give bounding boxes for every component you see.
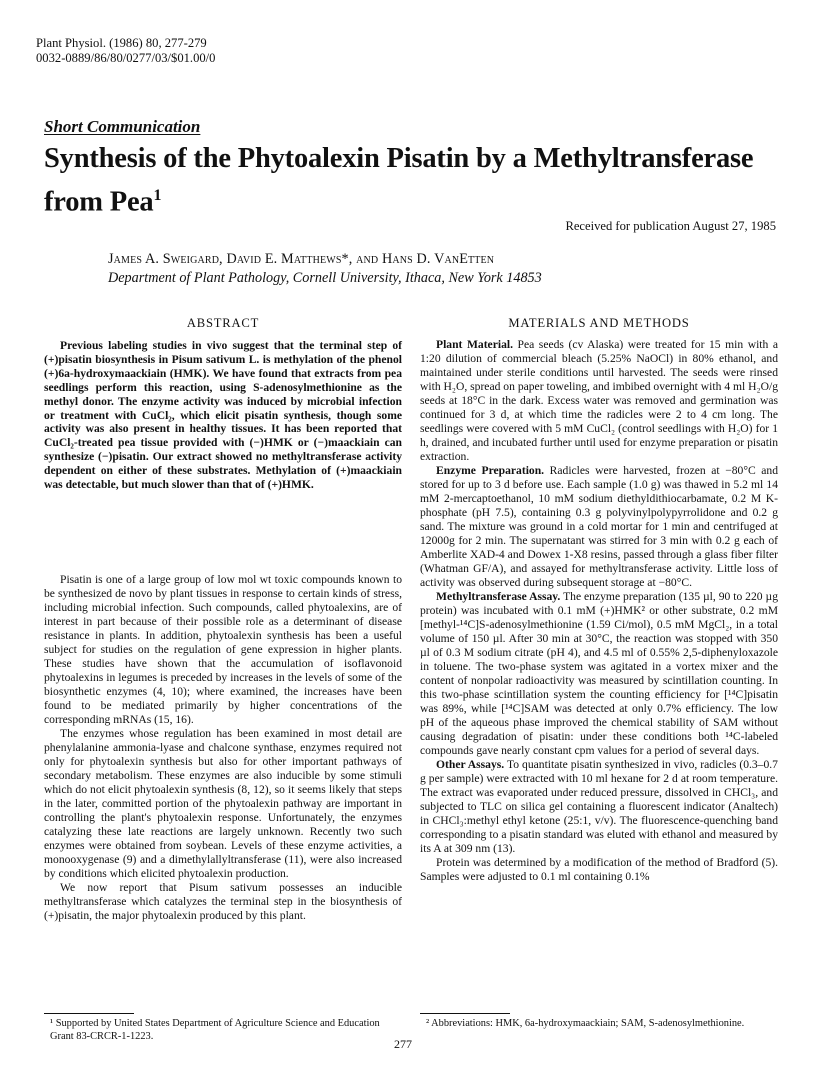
methods-heading: MATERIALS AND METHODS	[508, 316, 690, 330]
methods-paragraph	[420, 338, 778, 464]
journal-code: 0032-0889/86/80/0277/03/$01.00/0	[36, 51, 216, 65]
intro-paragraph: Pisatin is one of a large group of low mol wt toxic compounds known to be synthesized de novo by plant tissues in response to certain kinds of stress, including microbial infection. Such compounds, called phytoalexins, are of interest in part because of their possible role as a determinant of disease resistance in plants. In addition, phytoalexin synthesis has been a useful subject for studies on the regulation of gene expression in higher plants. These studies have shown that the accumulation of isoflavonoid phytoalexins in legumes is preceded by increases in the levels of some of the biosynthetic enzymes (4, 10); where examined, the increases have been found to be mediated primarily by higher concentrations of the corresponding mRNAs (15, 16).	[44, 573, 402, 726]
paragraph-text: Protein was determined by a modification of the method of Bradford (5). Samples were adjusted to 0.1 ml containing 0.1%	[420, 856, 778, 883]
intro-paragraph: The enzymes whose regulation has been examined in most detail are phenylalanine ammonia-lyase and chalcone synthase, enzymes required not only for phytoalexin synthesis but also for other important pathways of secondary metabolism. These enzymes are also inducible by some stimuli which do not elicit phytoalexin synthesis (8, 12), so it seems likely that steps in the later, committed portion of the phytoalexin pathway are important in controlling the plant's phytoalexin response. Unfortunately, the enzymes catalyzing these late reactions are largely unknown. Recently two such enzymes were obtained from soybean. Levels of these enzyme activities, a monooxygenase (9) and a dimethylallyltransferase (11), were also increased by conditions which elicited phytoalexin production.	[44, 727, 402, 880]
title-text: Synthesis of the Phytoalexin Pisatin by a Methyltransferase from Pea	[44, 143, 754, 218]
received-date: Received for publication August 27, 1985	[565, 219, 776, 233]
methods-section	[420, 316, 778, 884]
paragraph-text: Pea seeds (cv Alaska) were treated for 15 min with a 1:20 dilution of commercial bleach (5.25% NaOCl) in 80% ethanol, and maintained under sterile conditions until harvested. The seeds were rinsed with H₂O, spread on paper toweling, and imbibed overnight with 4 ml H₂O/g seeds at 18°C in the dark. Excess water was removed and germination was continued for 3 d, at which time the radicles were 2 to 4 cm long. The seedlings were covered with 5 mM CuCl₂ (control seedlings with H₂O) for 1 h, drained, and incubated further until used for enzyme preparation or pisatin extraction.	[420, 338, 778, 463]
article-title	[44, 140, 784, 221]
methods-paragraph	[420, 590, 778, 758]
paragraph-runin-head: Other Assays.	[436, 758, 505, 771]
methods-paragraph	[420, 758, 778, 856]
footnote-rule	[420, 1013, 510, 1014]
journal-header	[36, 36, 215, 66]
paragraph-text: The enzyme preparation (135 µl, 90 to 220 µg protein) was incubated with 0.1 mM (+)HMK² or other substrate, 0.2 mM [methyl-¹⁴C]S-adenosylmethionine (1.59 Ci/mol), 0.5 mM MgCl₂, in a total volume of 150 µl. After 30 min at 30°C, the reaction was stopped with 350 µl of 0.3 M sodium citrate (pH 4), and 4.5 ml of 0.55% 2,5-diphenyloxazole in toluene. The two-phase system was agitated in a vortex mixer and the content of nonpolar radioactivity was measured by scintillation counting. In this two-phase scintillation system the counting efficiency for [¹⁴C]pisatin was 89%, while [¹⁴C]SAM was detected at only 0.7% efficiency. The low pH of the aqueous phase improved the chemical stability of SAM without causing degradation of pisatin: under these conditions both ¹⁴C-labeled compounds gave nearly constant cpm values for a period of several days.	[420, 590, 778, 757]
footnote-rule	[44, 1013, 134, 1014]
abbreviations-footnote: ² Abbreviations: HMK, 6a-hydroxymaackiain; SAM, S-adenosylmethionine.	[426, 1018, 745, 1029]
intro-paragraph: We now report that Pisum sativum possesses an inducible methyltransferase which catalyzes the terminal step in the biosynthesis of (+)pisatin, the major phytoalexin produced by this plant.	[44, 881, 402, 922]
author-list: James A. Sweigard, David E. Matthews*, and Hans D. VanEtten	[108, 251, 495, 267]
paragraph-text: Radicles were harvested, frozen at −80°C and stored for up to 3 d before use. Each sample (1.0 g) was thawed in 5.2 ml 14 mM 2-mercaptoethanol, 10 mM sodium diethyldithiocarbamate, 0.2 M K-phosphate (pH 7.5), containing 0.3 g polyvinylpolypyrrolidone and 0.2 g sand. The mixture was ground in a cold mortar for 1 min and centrifuged at 12000g for 2 min. The supernatant was stirred for 3 min with 0.2 g each of Amberlite XAD-4 and Dowex 1-X8 resins, passed through a glass fiber filter (Whatman GF/A), and assayed for methyltransferase activity. Little loss of activity was observed during subsequent storage at −80°C.	[420, 464, 778, 589]
paragraph-text: To quantitate pisatin synthesized in vivo, radicles (0.3–0.7 g per sample) were extracted with 10 ml hexane for 2 d at room temperature. The extract was evaporated under reduced pressure, dissolved in CHCl₃, and subjected to TLC on silica gel containing a fluorescent indicator (Analtech) in CHCl₃:methyl ethyl ketone (25:1, v/v). The fluorescence-quenching band corresponding to a pisatin standard was eluted with ethanol and measured by its A at 309 nm (13).	[420, 758, 778, 855]
section-label: Short Communication	[44, 117, 201, 136]
journal-citation: Plant Physiol. (1986) 80, 277-279	[36, 36, 207, 50]
footnote-area-right	[420, 1013, 778, 1031]
paragraph-runin-head: Plant Material.	[436, 338, 513, 351]
methods-paragraph	[420, 856, 778, 884]
abstract-text: Previous labeling studies in vivo suggest that the terminal step of (+)pisatin biosynthesis in Pisum sativum L. is methylation of the phenol (+)6a-hydroxymaackiain (HMK). We have found that extracts from pea seedlings perform this reaction, using S-adenosylmethionine as the methyl donor. The enzyme activity was induced by microbial infection or treatment with CuCl₂, which elicit pisatin synthesis, though some activity was also present in healthy tissues. It has been reported that CuCl₂-treated pea tissue provided with (−)HMK or (−)maackiain can synthesize (−)pisatin. Our extract showed no methyltransferase activity dependent on either of these substrates. Methylation of (+)maackiain was detectable, but much slower than that of (+)HMK.	[44, 339, 402, 492]
affiliation: Department of Plant Pathology, Cornell University, Ithaca, New York 14853	[108, 270, 542, 286]
funding-footnote: ¹ Supported by United States Department of Agriculture Science and Education Grant 83-CRCR-1-1223.	[50, 1018, 380, 1042]
paragraph-runin-head: Methyltransferase Assay.	[436, 590, 561, 603]
footnote-area	[44, 1013, 402, 1043]
abstract-heading: ABSTRACT	[186, 316, 260, 330]
introduction	[44, 573, 402, 923]
title-footnote-mark: 1	[153, 187, 162, 204]
paragraph-runin-head: Enzyme Preparation.	[436, 464, 545, 477]
page-number: 277	[394, 1037, 412, 1051]
abstract-section	[44, 316, 402, 492]
methods-paragraph	[420, 464, 778, 590]
